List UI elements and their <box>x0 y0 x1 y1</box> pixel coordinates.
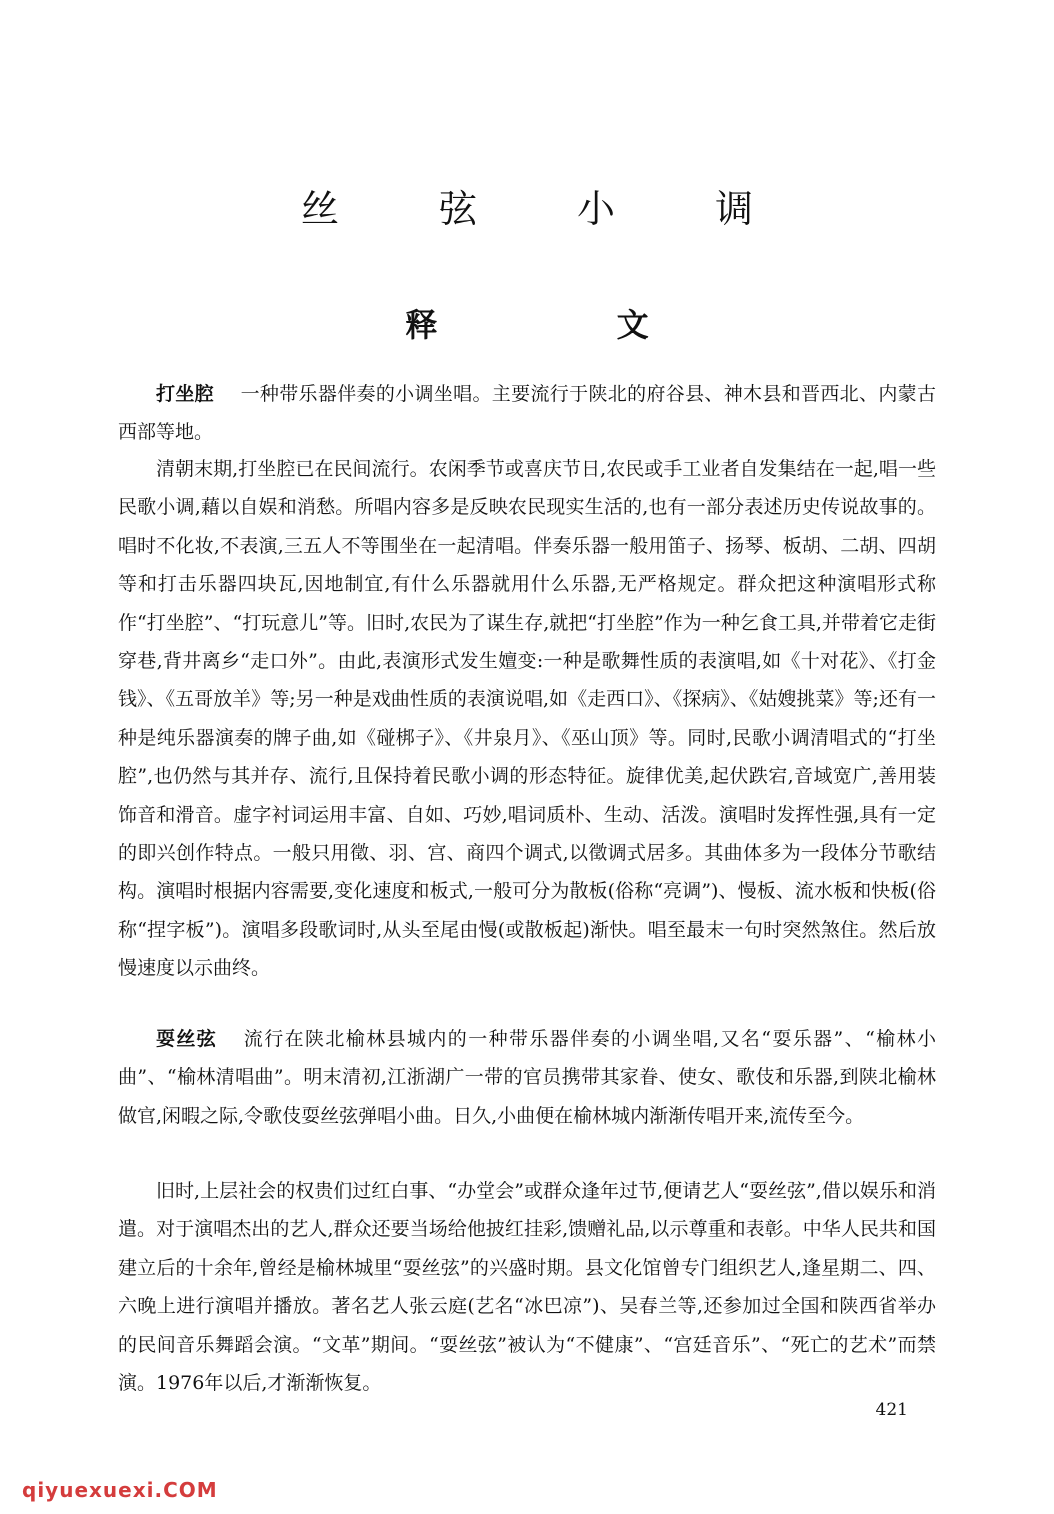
body-paragraph: 清朝末期,打坐腔已在民间流行。农闲季节或喜庆节日,农民或手工业者自发集结在一起,唱一些民歌小调,藉以自娱和消愁。所唱内容多是反映农民现实生活的,也有一部分表述历史传说故事的。唱时不化妆,不表演,三五人不等围坐在一起清唱。伴奏乐器一般用笛子、扬琴、板胡、二胡、四胡等和打击乐器四块瓦,因地制宜,有什么乐器就用什么乐器,无严格规定。群众把这种演唱形式称作“打坐腔”、“打玩意儿”等。旧时,农民为了谋生存,就把“打坐腔”作为一种乞食工具,并带着它走街穿巷,背井离乡“走口外”。由此,表演形式发生嬗变:一种是歌舞性质的表演唱,如《十对花》、《打金钱》、《五哥放羊》等;另一种是戏曲性质的表演说唱,如《走西口》、《探病》、《姑嫂挑菜》等;还有一种是纯乐器演奏的牌子曲,如《碰梆子》、《井泉月》、《巫山顶》等。同时,民歌小调清唱式的“打坐腔”,也仍然与其并存、流行,且保持着民歌小调的形态特征。旋律优美,起伏跌宕,音域宽广,善用装饰音和滑音。虚字衬词运用丰富、自如、巧妙,唱词质朴、生动、活泼。演唱时发挥性强,具有一定的即兴创作特点。一般只用徵、羽、宫、商四个调式,以徵调式居多。其曲体多为一段体分节歌结构。演唱时根据内容需要,变化速度和板式,一般可分为散板(俗称“亮调”)、慢板、流水板和快板(俗称“捏字板”)。演唱多段歌词时,从头至尾由慢(或散板起)渐快。唱至最末一句时突然煞住。然后放慢速度以示曲终。 <box>118 458 936 980</box>
page-title: 丝 弦 小 调 <box>300 187 798 231</box>
section-title: 释 文 <box>405 306 733 344</box>
body-paragraph: 旧时,上层社会的权贵们过红白事、“办堂会”或群众逢年过节,便请艺人“耍丝弦”,借以娱乐和消遣。对于演唱杰出的艺人,群众还要当场给他披红挂彩,馈赠礼品,以示尊重和表彰。中华人民共和国建立后的十余年,曾经是榆林城里“耍丝弦”的兴盛时期。县文化馆曾专门组织艺人,逢星期二、四、六晚上进行演唱并播放。著名艺人张云庭(艺名“冰巴凉”)、吴春兰等,还参加过全国和陕西省举办的民间音乐舞蹈会演。“文革”期间。“耍丝弦”被认为“不健康”、“宫廷音乐”、“死亡的艺术”而禁演。1976年以后,才渐渐恢复。 <box>118 1180 936 1395</box>
entry-intro-text: 流行在陕北榆林县城内的一种带乐器伴奏的小调坐唱,又名“耍乐器”、“榆林小曲”、“榆林清唱曲”。明末清初,江浙湖广一带的官员携带其家眷、使女、歌伎和乐器,到陕北榆林做官,闲暇之际,令歌伎耍丝弦弹唱小曲。日久,小曲便在榆林城内渐渐传唱开来,流传至今。 <box>118 1028 936 1127</box>
entry-intro-text: 一种带乐器伴奏的小调坐唱。主要流行于陕北的府谷县、神木县和晋西北、内蒙古西部等地。 <box>118 383 936 444</box>
entry-shuasixian-paragraph <box>118 1172 936 1402</box>
entry-shuasixian-intro <box>118 1020 936 1135</box>
entry-term: 耍丝弦 <box>156 1028 218 1050</box>
watermark-logo: qiyuexuexi.COM <box>22 1478 218 1502</box>
entry-term: 打坐腔 <box>156 383 214 405</box>
page-number: 421 <box>875 1400 908 1420</box>
entry-dazuoqiang-paragraph <box>118 450 936 988</box>
entry-dazuoqiang-intro <box>118 375 936 452</box>
